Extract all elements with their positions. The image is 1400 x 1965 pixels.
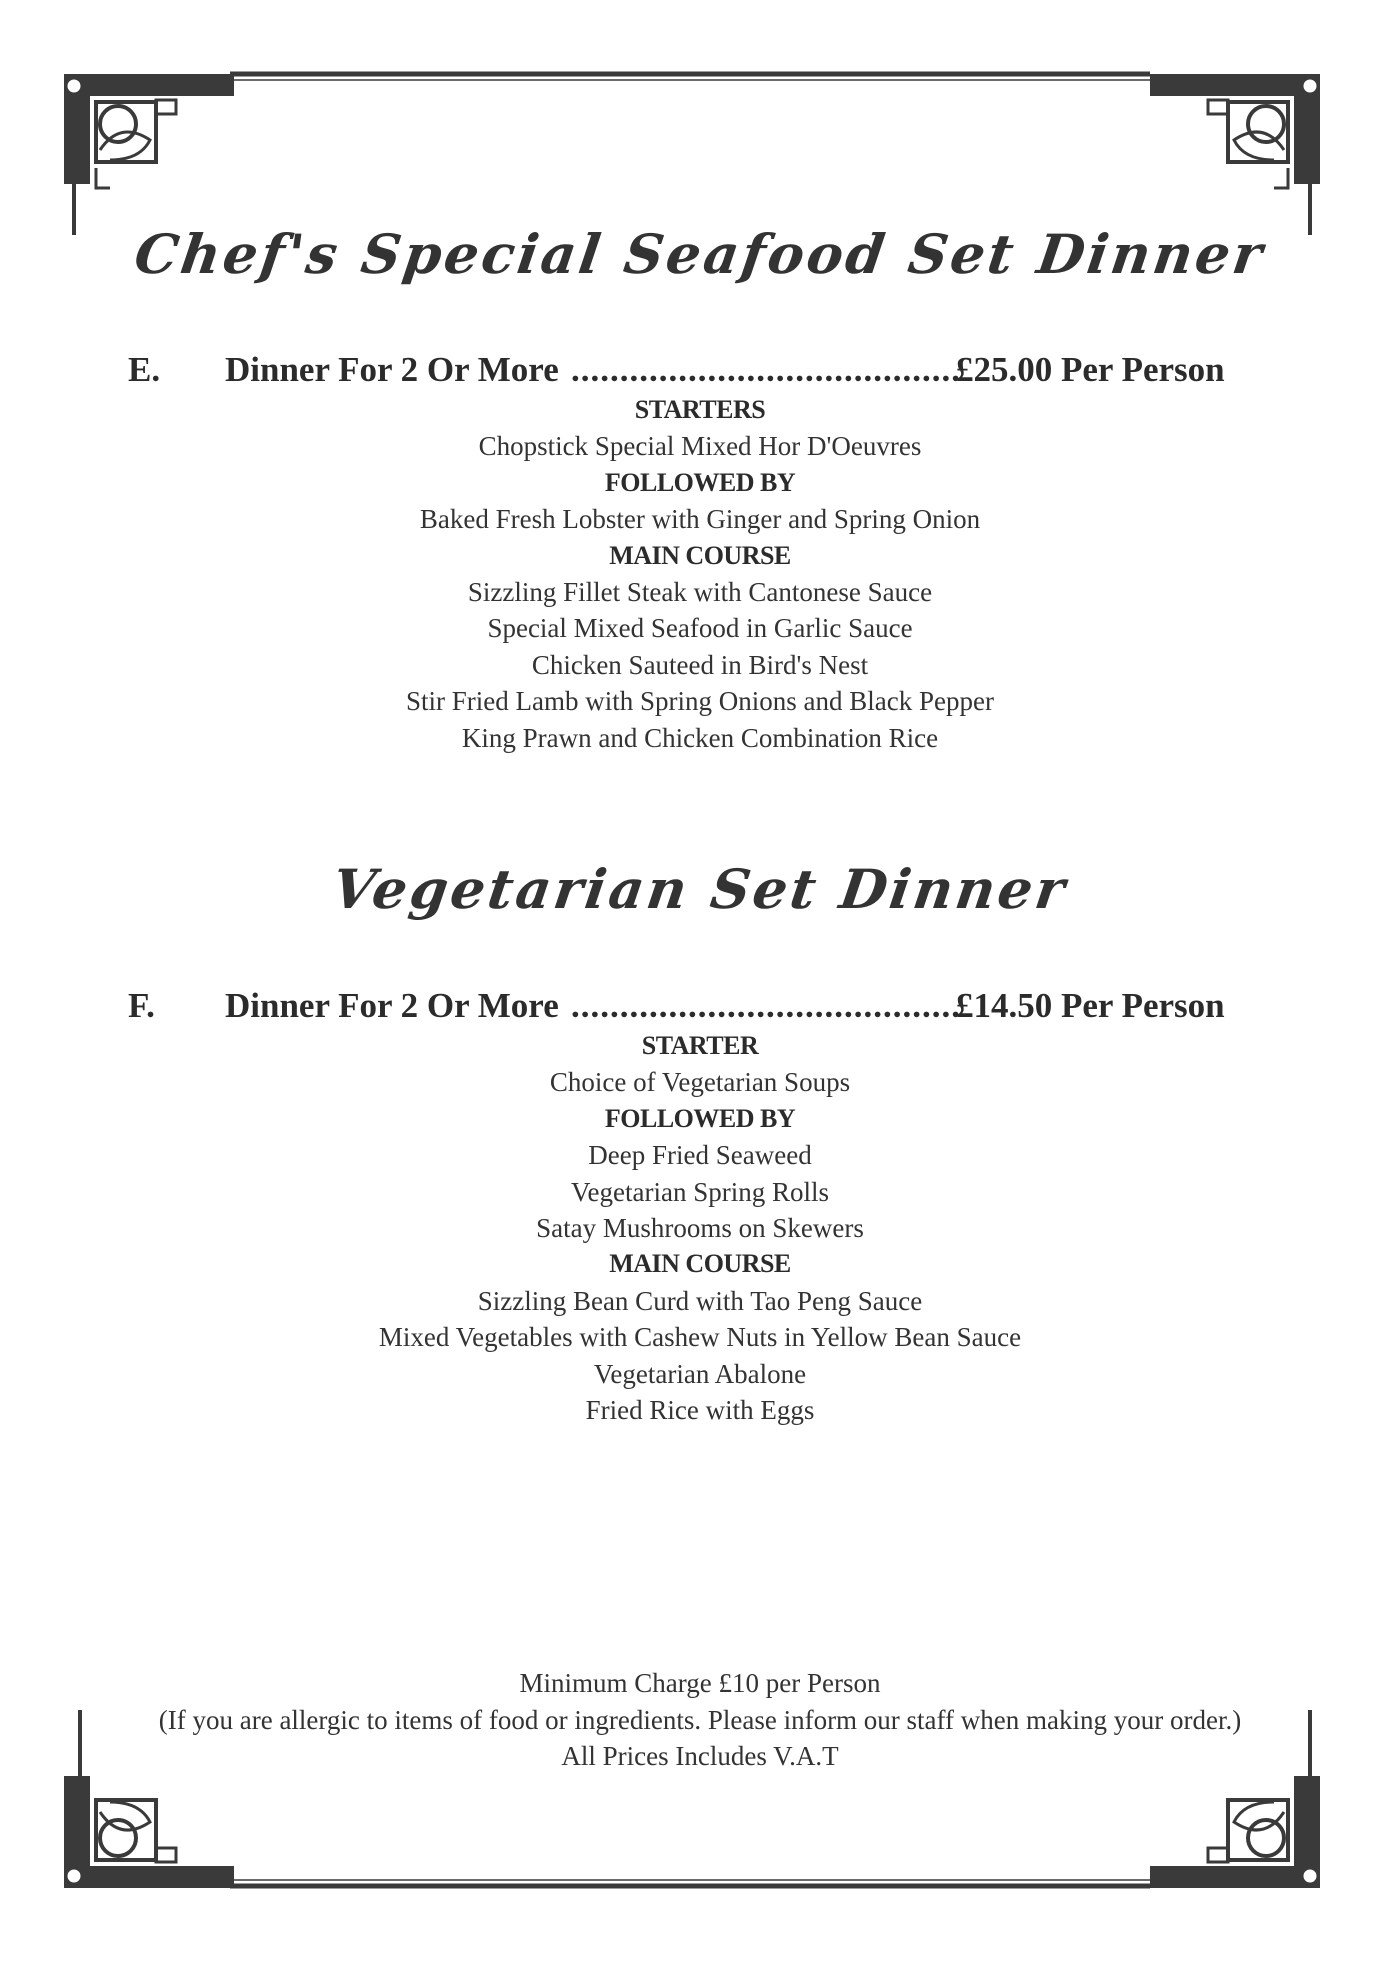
dish-item: Deep Fried Seaweed	[588, 1140, 812, 1171]
dish-item: Sizzling Fillet Steak with Cantonese Sauce	[467, 577, 933, 608]
course-heading: STARTERS	[634, 395, 766, 424]
dish-item: Mixed Vegetables with Cashew Nuts in Yellow Bean Sauce	[378, 1322, 1022, 1353]
offer-row-f	[128, 986, 1248, 1030]
dot-leader: ........................................	[571, 350, 961, 389]
corner-ornament-top-right-icon	[1150, 74, 1320, 188]
vat-note: All Prices Includes V.A.T	[561, 1741, 839, 1771]
dot-leader: ........................................	[571, 986, 961, 1025]
offer-price: £14.50 Per Person	[956, 986, 1225, 1025]
offer-description: Dinner For 2 Or More	[225, 986, 559, 1025]
offer-row-e	[128, 350, 1248, 394]
course-heading: MAIN COURSE	[609, 1249, 791, 1279]
dish-item: Stir Fried Lamb with Spring Onions and Black Pepper	[406, 686, 994, 717]
course-heading: FOLLOWED BY	[604, 467, 796, 497]
menu-footer	[0, 1665, 1400, 1775]
offer-description: Dinner For 2 Or More	[225, 350, 559, 389]
dish-item: Fried Rice with Eggs	[585, 1395, 815, 1426]
dish-item: Special Mixed Seafood in Garlic Sauce	[487, 613, 913, 644]
course-heading: STARTER	[641, 1031, 759, 1060]
corner-ornament-bottom-right-icon	[1150, 1776, 1320, 1888]
dish-item: Choice of Vegetarian Soups	[549, 1067, 851, 1098]
corner-ornament-top-left-icon	[64, 74, 234, 188]
dish-item: Vegetarian Spring Rolls	[571, 1176, 829, 1207]
allergy-note: (If you are allergic to items of food or ingredients. Please inform our staff when making your order.)	[158, 1704, 1242, 1735]
offer-price: £25.00 Per Person	[956, 350, 1225, 389]
dish-item: Chicken Sauteed in Bird's Nest	[531, 649, 869, 680]
course-heading: FOLLOWED BY	[604, 1103, 796, 1133]
section-title-seafood: Chef's Special Seafood Set Dinner	[130, 222, 1270, 286]
dish-item: Baked Fresh Lobster with Ginger and Spring Onion	[419, 504, 981, 535]
minimum-charge-note: Minimum Charge £10 per Person	[519, 1668, 881, 1698]
dish-item: Vegetarian Abalone	[593, 1358, 807, 1389]
section-title-vegetarian: Vegetarian Set Dinner	[328, 857, 1072, 921]
dish-item: Satay Mushrooms on Skewers	[536, 1213, 864, 1244]
course-heading: MAIN COURSE	[609, 540, 791, 570]
dish-item: Chopstick Special Mixed Hor D'Oeuvres	[478, 431, 922, 462]
offer-letter: F.	[128, 986, 155, 1025]
dish-item: King Prawn and Chicken Combination Rice	[461, 722, 939, 753]
offer-letter: E.	[128, 350, 161, 389]
dish-item: Sizzling Bean Curd with Tao Peng Sauce	[477, 1285, 923, 1316]
course-list-vegetarian	[0, 1028, 1400, 1428]
course-list-seafood	[0, 392, 1400, 756]
corner-ornament-bottom-left-icon	[64, 1776, 234, 1888]
